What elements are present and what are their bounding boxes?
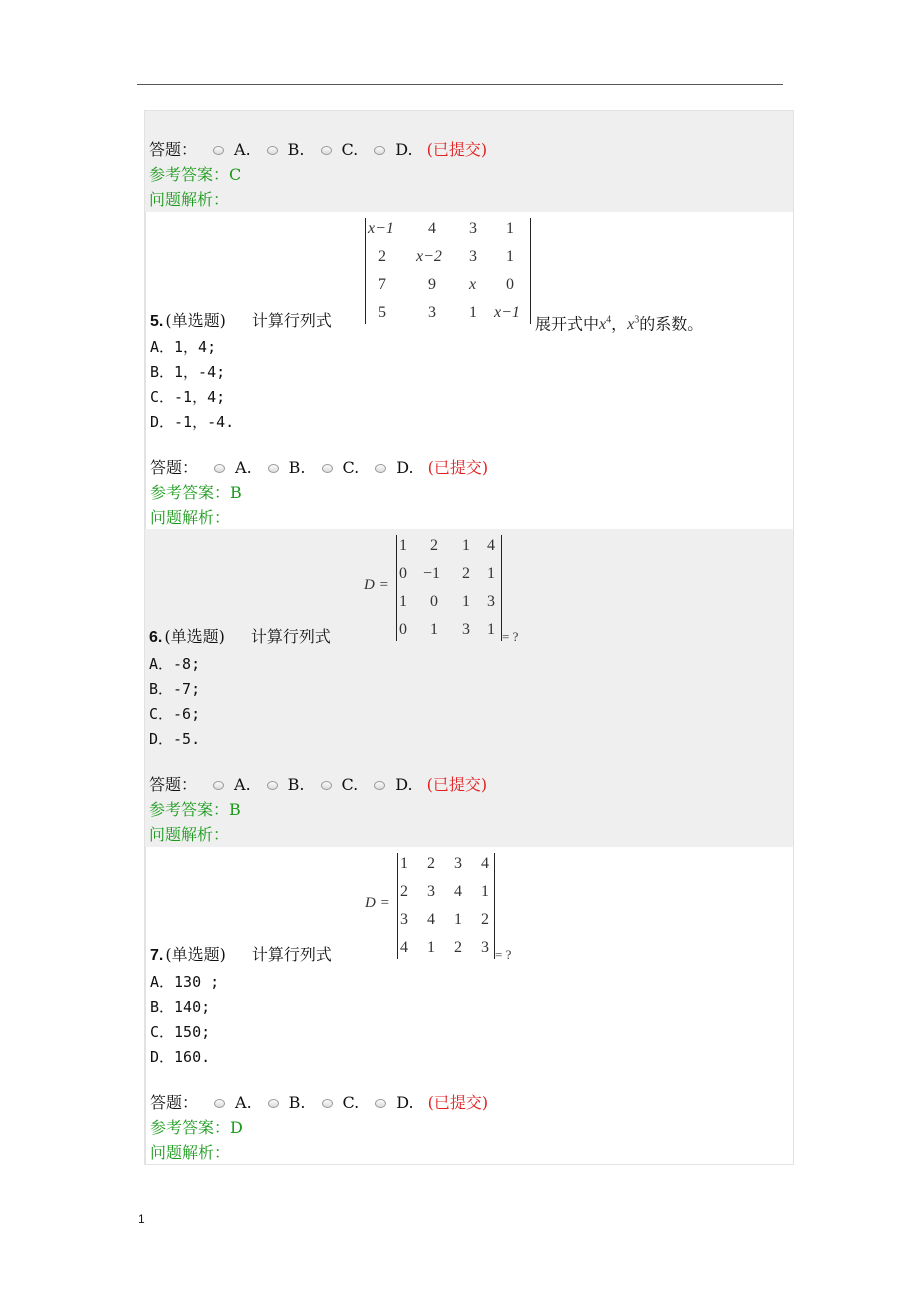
radio-d[interactable]: [374, 781, 385, 790]
choice-a: A．-8;: [149, 655, 201, 673]
matrix-cell: 0: [399, 565, 407, 582]
reference-label: 参考答案：: [149, 165, 230, 184]
option-a-label: A.: [234, 140, 251, 159]
matrix-cell: 2: [462, 565, 470, 582]
reference-label: 参考答案：: [149, 800, 230, 819]
option-a-label: A.: [235, 1093, 252, 1112]
reference-value: C: [229, 165, 242, 184]
matrix-cell: 1: [481, 883, 489, 900]
radio-d[interactable]: [375, 464, 386, 473]
power-exp: 3: [634, 315, 640, 326]
matrix-cell: x: [469, 276, 477, 293]
radio-b[interactable]: [267, 781, 278, 790]
option-c-label: C.: [341, 140, 359, 159]
reference-answer: [149, 800, 241, 820]
matrix-cell: 3: [454, 855, 462, 872]
matrix-cell: 3: [400, 911, 408, 928]
question-suffix: 展开式中: [535, 314, 600, 334]
matrix-cell: 0: [399, 621, 407, 638]
q5-question-block: [145, 212, 794, 529]
q4-answer-block: [145, 110, 794, 212]
q5-determinant: [365, 218, 531, 324]
submitted-status: (已提交): [426, 140, 488, 159]
choice-d: D．-5.: [149, 730, 201, 748]
answer-label: 答题：: [149, 775, 198, 794]
matrix-cell: 3: [481, 939, 489, 956]
power-base: x: [599, 316, 607, 334]
radio-c[interactable]: [321, 781, 332, 790]
matrix-cell: x−1: [368, 220, 394, 237]
question-prefix: 计算行列式: [250, 627, 331, 646]
choice-b: B．1，-4;: [150, 363, 226, 381]
radio-b[interactable]: [268, 1099, 279, 1108]
question-type: (单选题): [165, 945, 226, 964]
matrix-cell: 2: [378, 248, 386, 265]
matrix-cell: 1: [400, 855, 408, 872]
submitted-status: (已提交): [426, 775, 488, 794]
reference-value: D: [230, 1118, 243, 1137]
separator: ，: [611, 314, 628, 334]
option-c-label: C.: [341, 775, 359, 794]
question-tail: 的系数。: [639, 314, 704, 334]
matrix-cell: 2: [427, 855, 435, 872]
matrix-cell: 4: [427, 911, 435, 928]
matrix-cell: 1: [427, 939, 435, 956]
matrix-cell: 3: [487, 593, 495, 610]
option-c-label: C.: [342, 458, 360, 477]
q6-stem: [149, 627, 331, 648]
question-type: (单选题): [164, 627, 225, 646]
matrix-cell: 1: [399, 537, 407, 554]
matrix-cell: x−1: [494, 304, 520, 321]
answer-row: [150, 1093, 488, 1113]
radio-b[interactable]: [267, 146, 278, 155]
choice-a: A．130 ;: [150, 973, 220, 991]
reference-answer: [150, 483, 242, 503]
reference-label: 参考答案：: [150, 483, 231, 502]
matrix-cell: 1: [469, 304, 477, 321]
option-a-label: A.: [234, 775, 251, 794]
matrix-cell: 5: [378, 304, 386, 321]
option-d-label: D.: [396, 458, 414, 477]
matrix-cell: 2: [400, 883, 408, 900]
radio-a[interactable]: [214, 464, 225, 473]
matrix-cell: 2: [454, 939, 462, 956]
q5-stem: [150, 311, 332, 332]
choice-c: C．150;: [150, 1023, 211, 1041]
answer-row: [149, 775, 487, 795]
matrix-cell: 4: [487, 537, 495, 554]
question-number: 7.: [150, 947, 164, 964]
q5-stem-tail: [535, 311, 703, 335]
option-b-label: B.: [287, 775, 305, 794]
matrix-cell: 3: [469, 248, 477, 265]
matrix-cell: 4: [481, 855, 489, 872]
matrix-cell: 7: [378, 276, 386, 293]
radio-c[interactable]: [322, 1099, 333, 1108]
matrix-cell: 1: [487, 621, 495, 638]
matrix-cell: 3: [428, 304, 436, 321]
option-a-label: A.: [235, 458, 252, 477]
choice-b: B．-7;: [149, 680, 201, 698]
power-x3: [627, 316, 639, 333]
question-number: 6.: [149, 629, 163, 646]
matrix-cell: −1: [423, 565, 441, 582]
q6-determinant: [396, 535, 502, 641]
d-label: D =: [364, 577, 389, 593]
matrix-cell: 1: [506, 248, 514, 265]
matrix-cell: 3: [462, 621, 470, 638]
q6-question-block: [145, 529, 794, 847]
reference-value: B: [230, 483, 242, 502]
matrix-cell: 1: [454, 911, 462, 928]
analysis-label: 问题解析：: [149, 825, 230, 844]
question-prefix: 计算行列式: [251, 945, 332, 964]
equals-question: = ?: [502, 629, 519, 644]
analysis-label: 问题解析：: [149, 190, 230, 209]
radio-b[interactable]: [268, 464, 279, 473]
choice-d: D．-1，-4.: [150, 413, 235, 431]
matrix-cell: 1: [399, 593, 407, 610]
option-d-label: D.: [395, 775, 413, 794]
matrix-cell: 0: [430, 593, 438, 610]
matrix-cell: 3: [427, 883, 435, 900]
equals-question: = ?: [495, 947, 512, 962]
answer-row: [150, 458, 488, 478]
matrix-cell: 0: [506, 276, 514, 293]
choice-c: C．-6;: [149, 705, 201, 723]
matrix-cell: 4: [400, 939, 408, 956]
matrix-cell: 9: [428, 276, 436, 293]
radio-c[interactable]: [322, 464, 333, 473]
matrix-cell: x−2: [416, 248, 442, 265]
question-type: (单选题): [165, 311, 226, 330]
option-b-label: B.: [287, 140, 305, 159]
option-b-label: B.: [288, 1093, 306, 1112]
power-x4: [599, 316, 611, 333]
matrix-cell: 1: [462, 537, 470, 554]
power-base: x: [627, 316, 635, 334]
radio-d[interactable]: [375, 1099, 386, 1108]
question-number: 5.: [150, 313, 164, 330]
reference-answer: [149, 165, 241, 185]
choice-a: A．1，4;: [150, 338, 217, 356]
header-rule: [137, 84, 783, 85]
radio-d[interactable]: [374, 146, 385, 155]
q7-determinant: [397, 853, 495, 959]
submitted-status: (已提交): [427, 458, 489, 477]
reference-label: 参考答案：: [150, 1118, 231, 1137]
q7-stem: [150, 945, 332, 966]
question-prefix: 计算行列式: [251, 311, 332, 330]
matrix-cell: 1: [506, 220, 514, 237]
choice-c: C．-1，4;: [150, 388, 226, 406]
radio-a[interactable]: [213, 781, 224, 790]
matrix-cell: 2: [481, 911, 489, 928]
matrix-cell: 3: [469, 220, 477, 237]
analysis-label: 问题解析：: [150, 508, 231, 527]
page-number: 1: [138, 1212, 145, 1226]
choice-b: B．140;: [150, 998, 211, 1016]
radio-a[interactable]: [214, 1099, 225, 1108]
analysis-label: 问题解析：: [150, 1143, 231, 1162]
matrix-cell: 1: [430, 621, 438, 638]
answer-label: 答题：: [149, 140, 198, 159]
reference-answer: [150, 1118, 243, 1138]
option-b-label: B.: [288, 458, 306, 477]
submitted-status: (已提交): [427, 1093, 489, 1112]
power-exp: 4: [606, 315, 612, 326]
radio-c[interactable]: [321, 146, 332, 155]
radio-a[interactable]: [213, 146, 224, 155]
choice-d: D．160.: [150, 1048, 211, 1066]
answer-label: 答题：: [150, 1093, 199, 1112]
matrix-cell: 4: [454, 883, 462, 900]
matrix-cell: 1: [487, 565, 495, 582]
matrix-cell: 1: [462, 593, 470, 610]
option-c-label: C.: [342, 1093, 360, 1112]
option-d-label: D.: [396, 1093, 414, 1112]
matrix-cell: 2: [430, 537, 438, 554]
answer-label: 答题：: [150, 458, 199, 477]
q7-question-block: [145, 847, 794, 1165]
answer-row: [149, 140, 487, 160]
reference-value: B: [229, 800, 241, 819]
d-label: D =: [365, 895, 390, 911]
option-d-label: D.: [395, 140, 413, 159]
matrix-cell: 4: [428, 220, 436, 237]
